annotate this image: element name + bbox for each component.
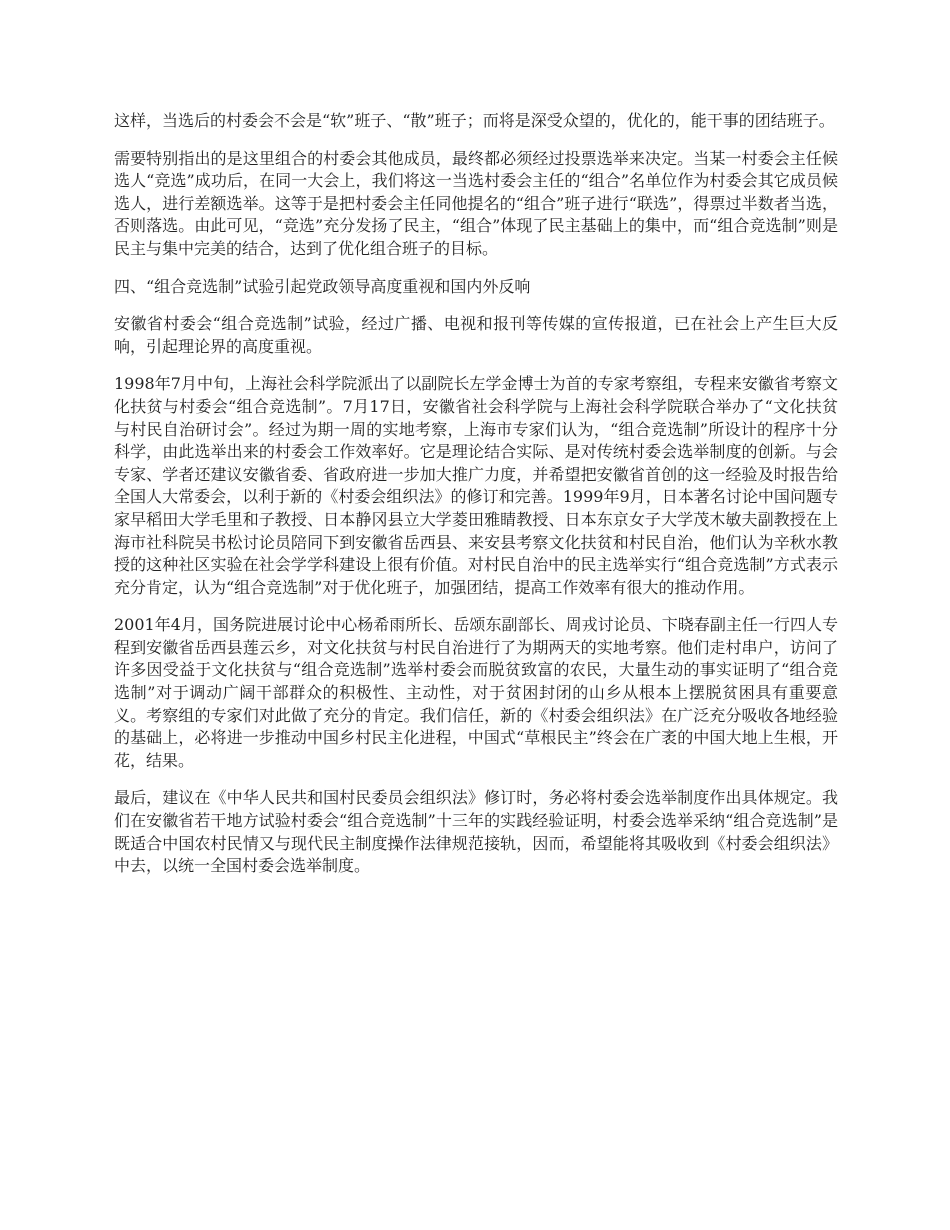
paragraph-5: 2001年4月，国务院进展讨论中心杨希雨所长、岳颂东副部长、周戎讨论员、卞晓春副主任一行四人专程到安徽省岳西县莲云乡，对文化扶贫与村民自治进行了为期两天的实地考察。他们走村串户，访问了许多因受益于文化扶贫与“组合竞选制”选举村委会而脱贫致富的农民，大量生动的事实证明了“组合竞选制”对于调动广阔干部群众的积极性、主动性，对于贫困封闭的山乡从根本上摆脱贫困具有重要意义。考察组的专家们对此做了充分的肯定。我们信任，新的《村委会组织法》在广泛充分吸收各地经验的基础上，必将进一步推动中国乡村民主化进程，中国式“草根民主”终会在广袤的中国大地上生根，开花，结果。: [114, 615, 838, 770]
section-heading-4: 四、“组合竞选制”试验引起党政领导高度重视和国内外反响: [114, 276, 531, 296]
paragraph-1: 这样，当选后的村委会不会是“软”班子、“散”班子；而将是深受众望的，优化的，能干事的团结班子。: [114, 111, 835, 130]
paragraph-6: 最后，建议在《中华人民共和国村民委员会组织法》修订时，务必将村委会选举制度作出具体规定。我们在安徽省若干地方试验村委会“组合竞选制”十三年的实践经验证明，村委会选举采纳“组合竞选制”是既适合中国农村民情又与现代民主制度操作法律规范接轨，因而，希望能将其吸收到《村委会组织法》中去，以统一全国村委会选举制度。: [114, 788, 838, 876]
paragraph-3: 安徽省村委会“组合竞选制”试验，经过广播、电视和报刊等传媒的宣传报道，已在社会上产生巨大反响，引起理论界的高度重视。: [114, 314, 838, 356]
paragraph-4: 1998年7月中旬，上海社会科学院派出了以副院长左学金博士为首的专家考察组，专程来安徽省考察文化扶贫与村委会“组合竞选制”。7月17日，安徽省社会科学院与上海社会科学院联合举办了“文化扶贫与村民自治研讨会”。经过为期一周的实地考察，上海市专家们认为，“组合竞选制”所设计的程序十分科学，由此选举出来的村委会工作效率好。它是理论结合实际、是对传统村委会选举制度的创新。与会专家、学者还建议安徽省委、省政府进一步加大推广力度，并希望把安徽省首创的这一经验及时报告给全国人大常委会，以利于新的《村委会组织法》的修订和完善。1999年9月，日本著名讨论中国问题专家早稻田大学毛里和子教授、日本静冈县立大学菱田雅睛教授、日本东京女子大学茂木敏夫副教授在上海市社科院吴书松讨论员陪同下到安徽省岳西县、来安县考察文化扶贫和村民自治，他们认为辛秋水教授的这种社区实验在社会学学科建设上很有价值。对村民自治中的民主选举实行“组合竞选制”方式表示充分肯定，认为“组合竞选制”对于优化班子，加强团结，提高工作效率有很大的推动作用。: [114, 374, 838, 597]
document-body: [114, 110, 838, 893]
paragraph-2: 需要特别指出的是这里组合的村委会其他成员，最终都必须经过投票选举来决定。当某一村委会主任候选人“竞选”成功后，在同一大会上，我们将这一当选村委会主任的“组合”名单位作为村委会其它成员候选人，进行差额选举。这等于是把村委会主任同他提名的“组合”班子进行“联选”，得票过半数者当选，否则落选。由此可见，“竞选”充分发扬了民主，“组合”体现了民主基础上的集中，而“组合竞选制”则是民主与集中完美的结合，达到了优化组合班子的目标。: [114, 148, 838, 258]
